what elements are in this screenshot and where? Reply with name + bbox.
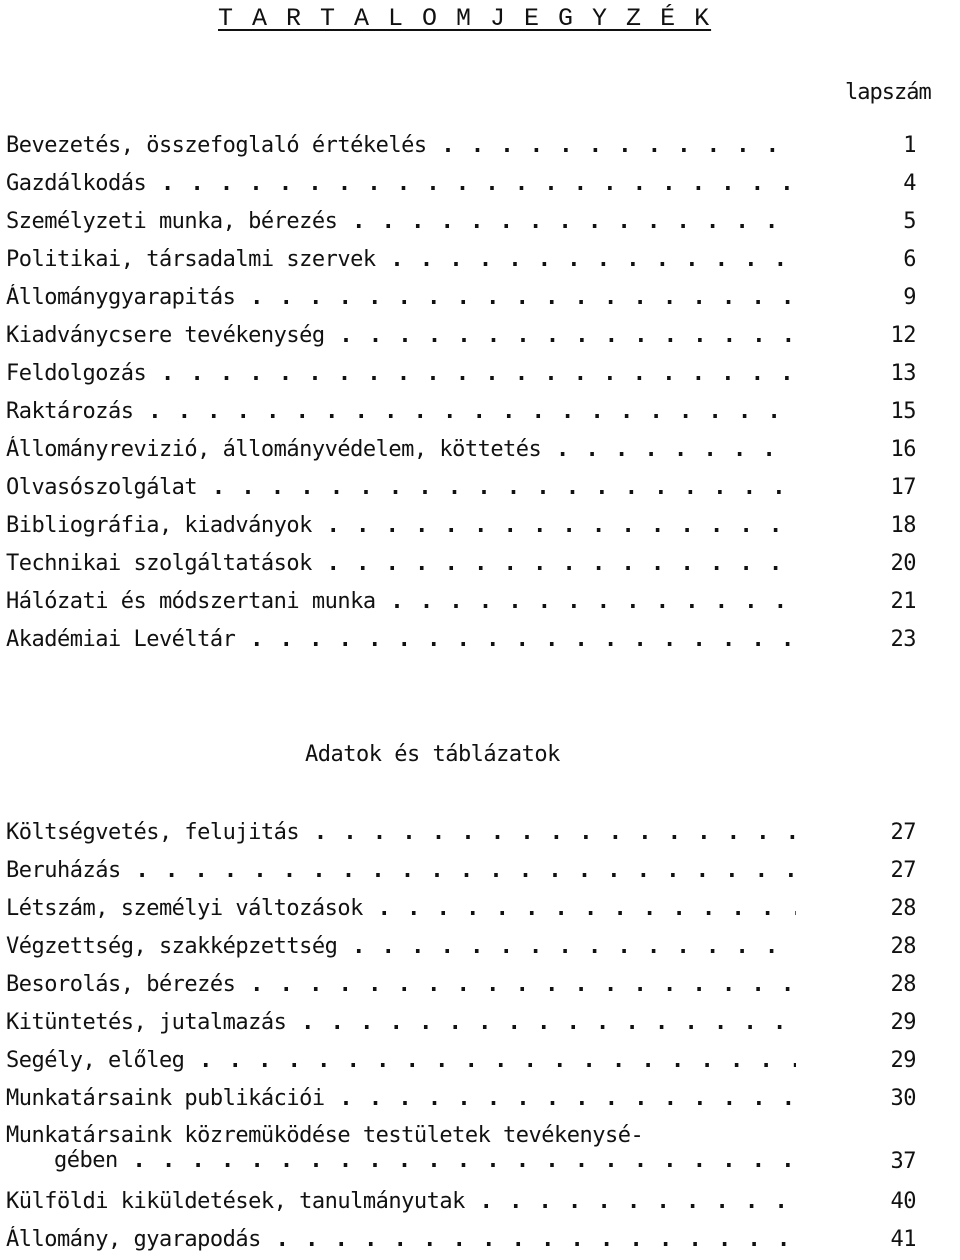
entry-title: Kiadványcsere tevékenység . . .: [6, 322, 796, 350]
entry-page-number: 28: [890, 896, 916, 921]
entry-page-number: 12: [890, 323, 916, 348]
entry-title: Személyzeti munka, bérezés . . .: [6, 208, 796, 236]
entry-title: Technikai szolgáltatások . . .: [6, 550, 796, 578]
toc-entry: [0, 1081, 960, 1119]
toc-entry: [0, 1005, 960, 1043]
entry-title: Külföldi kiküldetések, tanulmányutak . . .: [6, 1188, 796, 1216]
entry-title: Költségvetés, felujitás . . .: [6, 819, 796, 847]
entry-title: Feldolgozás . . .: [6, 360, 796, 388]
toc-entry: [0, 394, 960, 432]
page-title: T A R T A L O M J E G Y Z É K: [218, 4, 712, 33]
toc-entry: [0, 204, 960, 242]
toc-entry: [0, 967, 960, 1005]
toc-entry: [0, 1119, 960, 1184]
entry-page-number: 18: [890, 513, 916, 538]
entry-page-number: 29: [890, 1010, 916, 1035]
entry-title: Gazdálkodás . . .: [6, 170, 796, 198]
toc-entry: [0, 356, 960, 394]
entry-page-number: 21: [890, 589, 916, 614]
page-number-column-header: lapszám: [845, 80, 931, 105]
entry-page-number: 29: [890, 1048, 916, 1073]
main-contents-list: [0, 128, 960, 660]
toc-entry: [0, 166, 960, 204]
entry-title: Állományrevizió, állományvédelem, köttetés . . .: [6, 436, 796, 464]
toc-entry: [0, 470, 960, 508]
entry-page-number: 27: [890, 858, 916, 883]
entry-page-number: 16: [890, 437, 916, 462]
entry-title: Besorolás, bérezés . . .: [6, 971, 796, 999]
entry-title: Hálózati és módszertani munka . . .: [6, 588, 796, 616]
entry-page-number: 17: [890, 475, 916, 500]
toc-entry: [0, 432, 960, 470]
entry-title: Munkatársaink publikációi . . .: [6, 1085, 796, 1113]
entry-title: Akadémiai Levéltár . . .: [6, 626, 796, 654]
entry-title: Olvasószolgálat . . .: [6, 474, 796, 502]
toc-entry: [0, 508, 960, 546]
entry-page-number: 1: [903, 133, 916, 158]
entry-title: Létszám, személyi változások . . .: [6, 895, 796, 923]
entry-page-number: 41: [890, 1227, 916, 1252]
toc-entry: [0, 1184, 960, 1222]
entry-title-line: Munkatársaink közremüködése testületek tevékenysé-: [6, 1123, 644, 1148]
toc-entry: [0, 929, 960, 967]
entry-page-number: 13: [890, 361, 916, 386]
toc-entry: [0, 242, 960, 280]
toc-entry: [0, 546, 960, 584]
entry-page-number: 6: [903, 247, 916, 272]
toc-entry: [0, 891, 960, 929]
toc-entry: [0, 280, 960, 318]
entry-title: Kitüntetés, jutalmazás . . .: [6, 1009, 796, 1037]
entry-page-number: 20: [890, 551, 916, 576]
entry-page-number: 28: [890, 972, 916, 997]
toc-entry: [0, 318, 960, 356]
entry-title: Beruházás . . .: [6, 857, 796, 885]
entry-title: Politikai, társadalmi szervek . . .: [6, 246, 796, 274]
entry-page-number: 9: [903, 285, 916, 310]
toc-entry: [0, 853, 960, 891]
entry-page-number: 5: [903, 209, 916, 234]
entry-title: [6, 1123, 806, 1173]
toc-entry: [0, 128, 960, 166]
entry-title: Bevezetés, összefoglaló értékelés . . .: [6, 132, 796, 160]
toc-entry: [0, 1222, 960, 1260]
entry-title: Raktározás . . .: [6, 398, 796, 426]
tables-contents-list: [0, 815, 960, 1260]
entry-page-number: 23: [890, 627, 916, 652]
entry-title: Segély, előleg . . .: [6, 1047, 796, 1075]
entry-page-number: 30: [890, 1086, 916, 1111]
toc-entry: [0, 815, 960, 853]
entry-title: Állománygyarapitás . . .: [6, 284, 796, 312]
entry-page-number: 15: [890, 399, 916, 424]
entry-page-number: 4: [903, 171, 916, 196]
tables-section-heading: Adatok és táblázatok: [305, 742, 560, 767]
entry-title: Végzettség, szakképzettség . . .: [6, 933, 796, 961]
entry-page-number: 37: [890, 1149, 916, 1174]
toc-entry: [0, 1043, 960, 1081]
entry-page-number: 40: [890, 1189, 916, 1214]
entry-title: Bibliográfia, kiadványok . . .: [6, 512, 796, 540]
entry-title-continuation: gében . . .: [6, 1148, 796, 1173]
entry-page-number: 27: [890, 820, 916, 845]
entry-page-number: 28: [890, 934, 916, 959]
toc-entry: [0, 622, 960, 660]
toc-entry: [0, 584, 960, 622]
entry-title: Állomány, gyarapodás . . .: [6, 1226, 796, 1254]
